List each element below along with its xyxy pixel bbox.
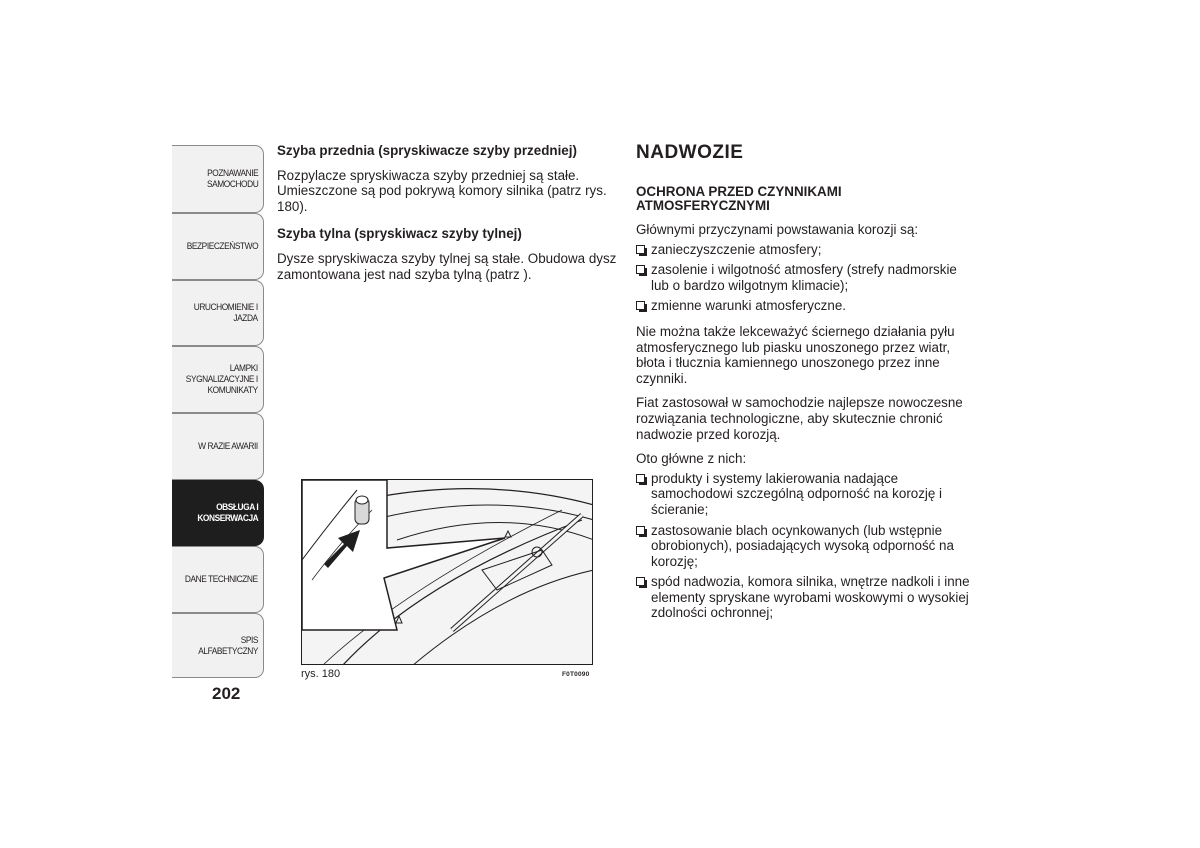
tab-uruchomienie-jazda[interactable]: URUCHOMIENIE I JAZDA <box>172 280 264 346</box>
figure-code: F0T0090 <box>562 671 590 678</box>
section-title: NADWOZIE <box>636 142 744 163</box>
washer-illustration <box>301 479 593 665</box>
tab-bezpieczenstwo[interactable]: BEZPIECZEŃSTWO <box>172 213 264 280</box>
checkbox-bullet-icon <box>636 526 645 535</box>
front-washer-heading: Szyba przednia (spryskiwacze szyby przedniej) <box>277 143 577 158</box>
checkbox-bullet-icon <box>636 577 645 586</box>
checkbox-bullet-icon <box>636 474 645 483</box>
checkbox-bullet-icon <box>636 301 645 310</box>
paragraph-dust: Nie można także lekceważyć ściernego działania pyłu atmosferycznego lub piasku unoszonego przez wiatr, błota i tłucznia kamiennego unoszonego przez inne czynniki. <box>636 323 955 386</box>
list-item: zastosowanie blach ocynkowanych (lub wstępnie obrobionych), posiadających wysoką odporność na korozję; <box>636 523 976 570</box>
right-column <box>636 143 976 631</box>
tab-obsluga-konserwacja[interactable]: OBSŁUGA I KONSERWACJA <box>172 480 264 546</box>
washer-drawing <box>302 480 593 665</box>
rear-washer-text: Dysze spryskiwacza szyby tylnej są stałe. Obudowa dysz zamontowana jest nad szyba tylną (patrz ). <box>277 250 617 282</box>
rear-washer-heading: Szyba tylna (spryskiwacz szyby tylnej) <box>277 226 522 242</box>
figure-caption: rys. 180 <box>301 668 341 680</box>
tab-poznawanie-samochodu[interactable]: POZNAWANIE SAMOCHODU <box>172 145 264 213</box>
intro-text: Głównymi przyczynami powstawania korozji są: <box>636 222 919 237</box>
page-number: 202 <box>212 684 241 703</box>
checkbox-bullet-icon <box>636 265 645 274</box>
paragraph-fiat: Fiat zastosował w samochodzie najlepsze nowoczesne rozwiązania technologiczne, aby skutecznie chronić nadwozie przed korozją. <box>636 395 963 442</box>
tab-lampki-sygnalizacyjne[interactable]: LAMPKI SYGNALIZACYJNE I KOMUNIKATY <box>172 346 264 413</box>
tab-spis-alfabetyczny[interactable]: SPIS ALFABETYCZNY <box>172 613 264 678</box>
tab-dane-techniczne[interactable]: DANE TECHNICZNE <box>172 546 264 613</box>
list-item: zasolenie i wilgotność atmosfery (strefy nadmorskie lub o bardzo wilgotnym klimacie); <box>636 262 976 293</box>
list-item: zanieczyszczenie atmosfery; <box>636 242 976 258</box>
measures-list <box>636 471 976 621</box>
list-item: produkty i systemy lakierowania nadające samochodowi szczególną odporność na korozję i ścieranie; <box>636 471 976 518</box>
checkbox-bullet-icon <box>636 245 645 254</box>
tab-w-razie-awarii[interactable]: W RAZIE AWARII <box>172 413 264 480</box>
left-column <box>277 143 617 291</box>
list-item: zmienne warunki atmosferyczne. <box>636 298 976 314</box>
paragraph-main: Oto główne z nich: <box>636 451 747 467</box>
list-item: spód nadwozia, komora silnika, wnętrze nadkoli i inne elementy spryskane wyrobami woskowymi o wysokiej zdolności ochronnej; <box>636 574 976 621</box>
front-washer-text: Rozpylacze spryskiwacza szyby przedniej są stałe. Umieszczone są pod pokrywą komory silnika (patrz rys. 180). <box>277 167 607 214</box>
causes-list <box>636 242 976 314</box>
subsection-heading: OCHRONA PRZED CZYNNIKAMI ATMOSFERYCZNYMI <box>636 184 842 213</box>
